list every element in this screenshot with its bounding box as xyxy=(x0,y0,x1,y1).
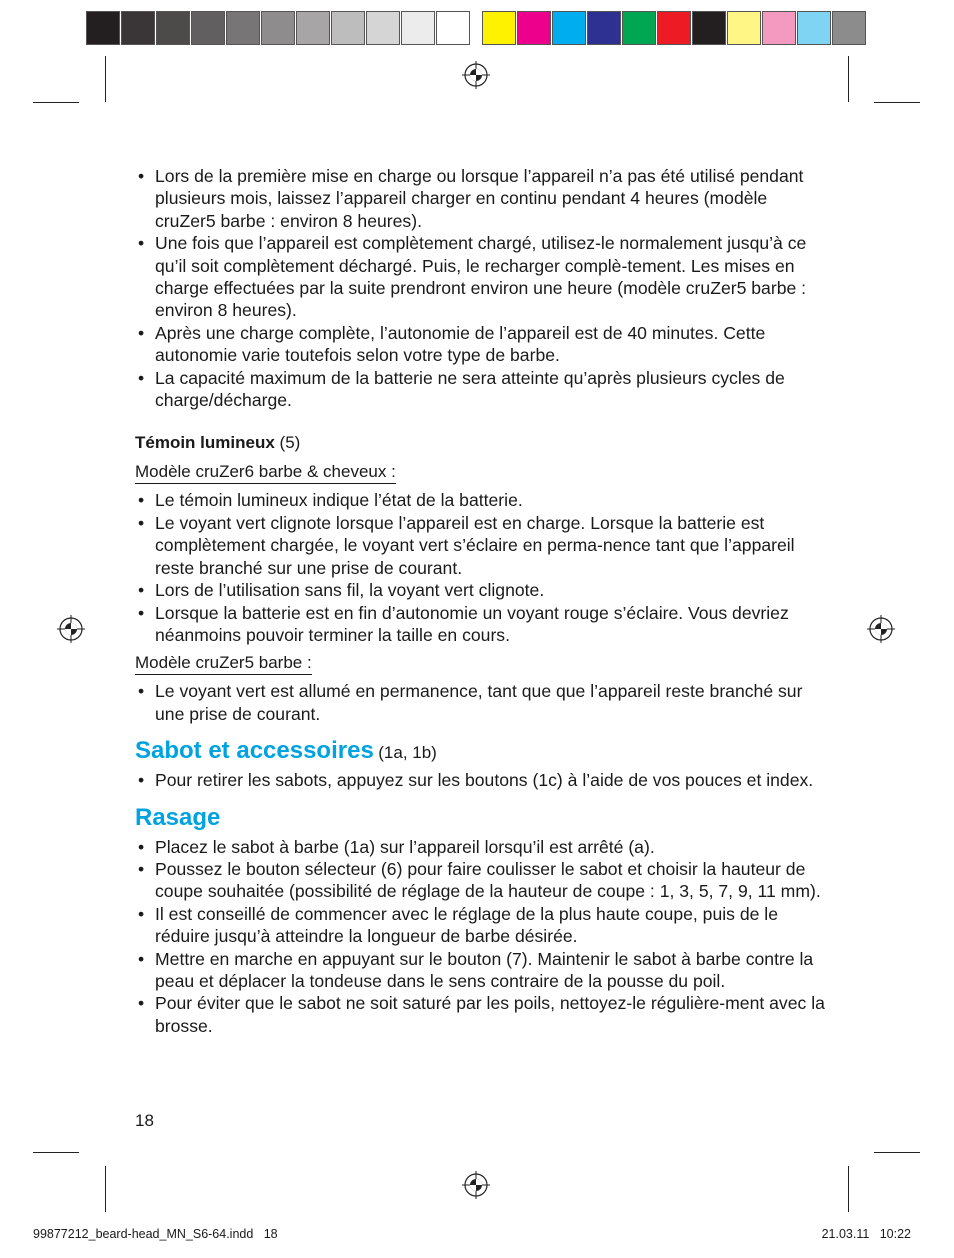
list-item: • Après une charge complète, l’autonomie de l’appareil est de 40 minutes. Cette autonomie varie toutefois selon votre type de barbe. xyxy=(135,322,825,367)
color-swatch xyxy=(587,11,621,45)
registration-mark-icon xyxy=(462,1171,490,1199)
color-swatch xyxy=(401,11,435,45)
color-swatch xyxy=(331,11,365,45)
list-item: • Placez le sabot à barbe (1a) sur l’appareil lorsqu’il est arrêté (a). xyxy=(135,836,825,858)
color-swatch xyxy=(832,11,866,45)
crop-mark xyxy=(848,56,849,102)
shaving-heading xyxy=(135,803,825,836)
model2-bullet-list xyxy=(135,680,825,725)
page-number: 18 xyxy=(135,1111,154,1130)
intro-bullet-list xyxy=(135,165,825,411)
model1-bullet-list xyxy=(135,489,825,646)
footer-filename: 99877212_beard-head_MN_S6-64.indd 18 xyxy=(33,1227,278,1241)
shaving-bullet-list xyxy=(135,836,825,1038)
list-item: • Lorsque la batterie est en fin d’autonomie un voyant rouge s’éclaire. Vous devriez néanmoins pouvoir terminer la taille en cours. xyxy=(135,602,825,647)
page-content xyxy=(135,165,825,1037)
crop-mark xyxy=(848,1166,849,1212)
color-swatch xyxy=(156,11,190,45)
registration-mark-icon xyxy=(462,61,490,89)
list-item: • Pour éviter que le sabot ne soit saturé par les poils, nettoyez-le régulière-ment avec la brosse. xyxy=(135,992,825,1037)
color-swatch xyxy=(552,11,586,45)
color-swatch xyxy=(727,11,761,45)
model-label-cruzer6: Modèle cruZer6 barbe & cheveux : xyxy=(135,461,396,484)
list-item: • Poussez le bouton sélecteur (6) pour faire coulisser le sabot et choisir la hauteur de coupe souhaitée (possibilité de réglage de la hauteur de coupe : 1, 3, 5, 7, 9, 11 mm). xyxy=(135,858,825,903)
list-item: • Le voyant vert clignote lorsque l’appareil est en charge. Lorsque la batterie est complètement chargée, le voyant vert s’éclaire en perma-nence tant que l’appareil reste branché sur une prise de courant. xyxy=(135,512,825,579)
color-swatch xyxy=(622,11,656,45)
crop-mark xyxy=(105,1166,106,1212)
color-swatch xyxy=(482,11,516,45)
grayscale-color-bar xyxy=(86,11,471,45)
color-swatch xyxy=(762,11,796,45)
color-swatch xyxy=(121,11,155,45)
registration-mark-icon xyxy=(57,615,85,643)
color-swatch xyxy=(436,11,470,45)
color-swatch xyxy=(261,11,295,45)
crop-mark xyxy=(33,102,79,103)
list-item: • Une fois que l’appareil est complètement chargé, utilisez-le normalement jusqu’à ce qu’il soit complètement déchargé. Puis, le recharger complè-tement. Les mises en charge effectuées par la suite prendront environ une heure (modèle cruZer5 barbe : environ 8 heures). xyxy=(135,232,825,322)
accessories-title: Sabot et accessoires xyxy=(135,737,374,765)
model-label-cruzer5: Modèle cruZer5 barbe : xyxy=(135,652,312,675)
list-item: • Il est conseillé de commencer avec le réglage de la plus haute coupe, puis de le réduire jusqu’à atteindre la longueur de barbe désirée. xyxy=(135,903,825,948)
accessories-bullet-list xyxy=(135,769,825,791)
color-swatch xyxy=(797,11,831,45)
indicator-heading-ref: (5) xyxy=(279,433,301,453)
color-swatch xyxy=(226,11,260,45)
indicator-heading xyxy=(135,432,825,454)
shaving-title: Rasage xyxy=(135,803,221,831)
color-swatch xyxy=(366,11,400,45)
crop-mark xyxy=(874,1152,920,1153)
list-item: • Le voyant vert est allumé en permanence, tant que que l’appareil reste branché sur une prise de courant. xyxy=(135,680,825,725)
accessories-ref: (1a, 1b) xyxy=(378,743,437,763)
color-swatch xyxy=(296,11,330,45)
list-item: • Lors de la première mise en charge ou lorsque l’appareil n’a pas été utilisé pendant plusieurs mois, laissez l’appareil charger en continu pendant 4 heures (modèle cruZer5 barbe : environ 8 heures). xyxy=(135,165,825,232)
color-swatch xyxy=(517,11,551,45)
indicator-heading-bold: Témoin lumineux xyxy=(135,433,275,453)
list-item: • Lors de l’utilisation sans fil, la voyant vert clignote. xyxy=(135,579,825,601)
list-item: • Mettre en marche en appuyant sur le bouton (7). Maintenir le sabot à barbe contre la peau et déplacer la tondeuse dans le sens contraire de la pousse du poil. xyxy=(135,948,825,993)
crop-mark xyxy=(33,1152,79,1153)
crop-mark xyxy=(874,102,920,103)
color-swatch xyxy=(86,11,120,45)
accessories-heading xyxy=(135,736,825,769)
color-swatch xyxy=(692,11,726,45)
process-color-bar xyxy=(482,11,867,45)
list-item: • Le témoin lumineux indique l’état de la batterie. xyxy=(135,489,825,511)
list-item: • Pour retirer les sabots, appuyez sur les boutons (1c) à l’aide de vos pouces et index. xyxy=(135,769,825,791)
color-swatch xyxy=(191,11,225,45)
footer-datetime: 21.03.11 10:22 xyxy=(821,1227,911,1241)
crop-mark xyxy=(105,56,106,102)
registration-mark-icon xyxy=(867,615,895,643)
color-swatch xyxy=(657,11,691,45)
list-item: • La capacité maximum de la batterie ne sera atteinte qu’après plusieurs cycles de charge/décharge. xyxy=(135,367,825,412)
